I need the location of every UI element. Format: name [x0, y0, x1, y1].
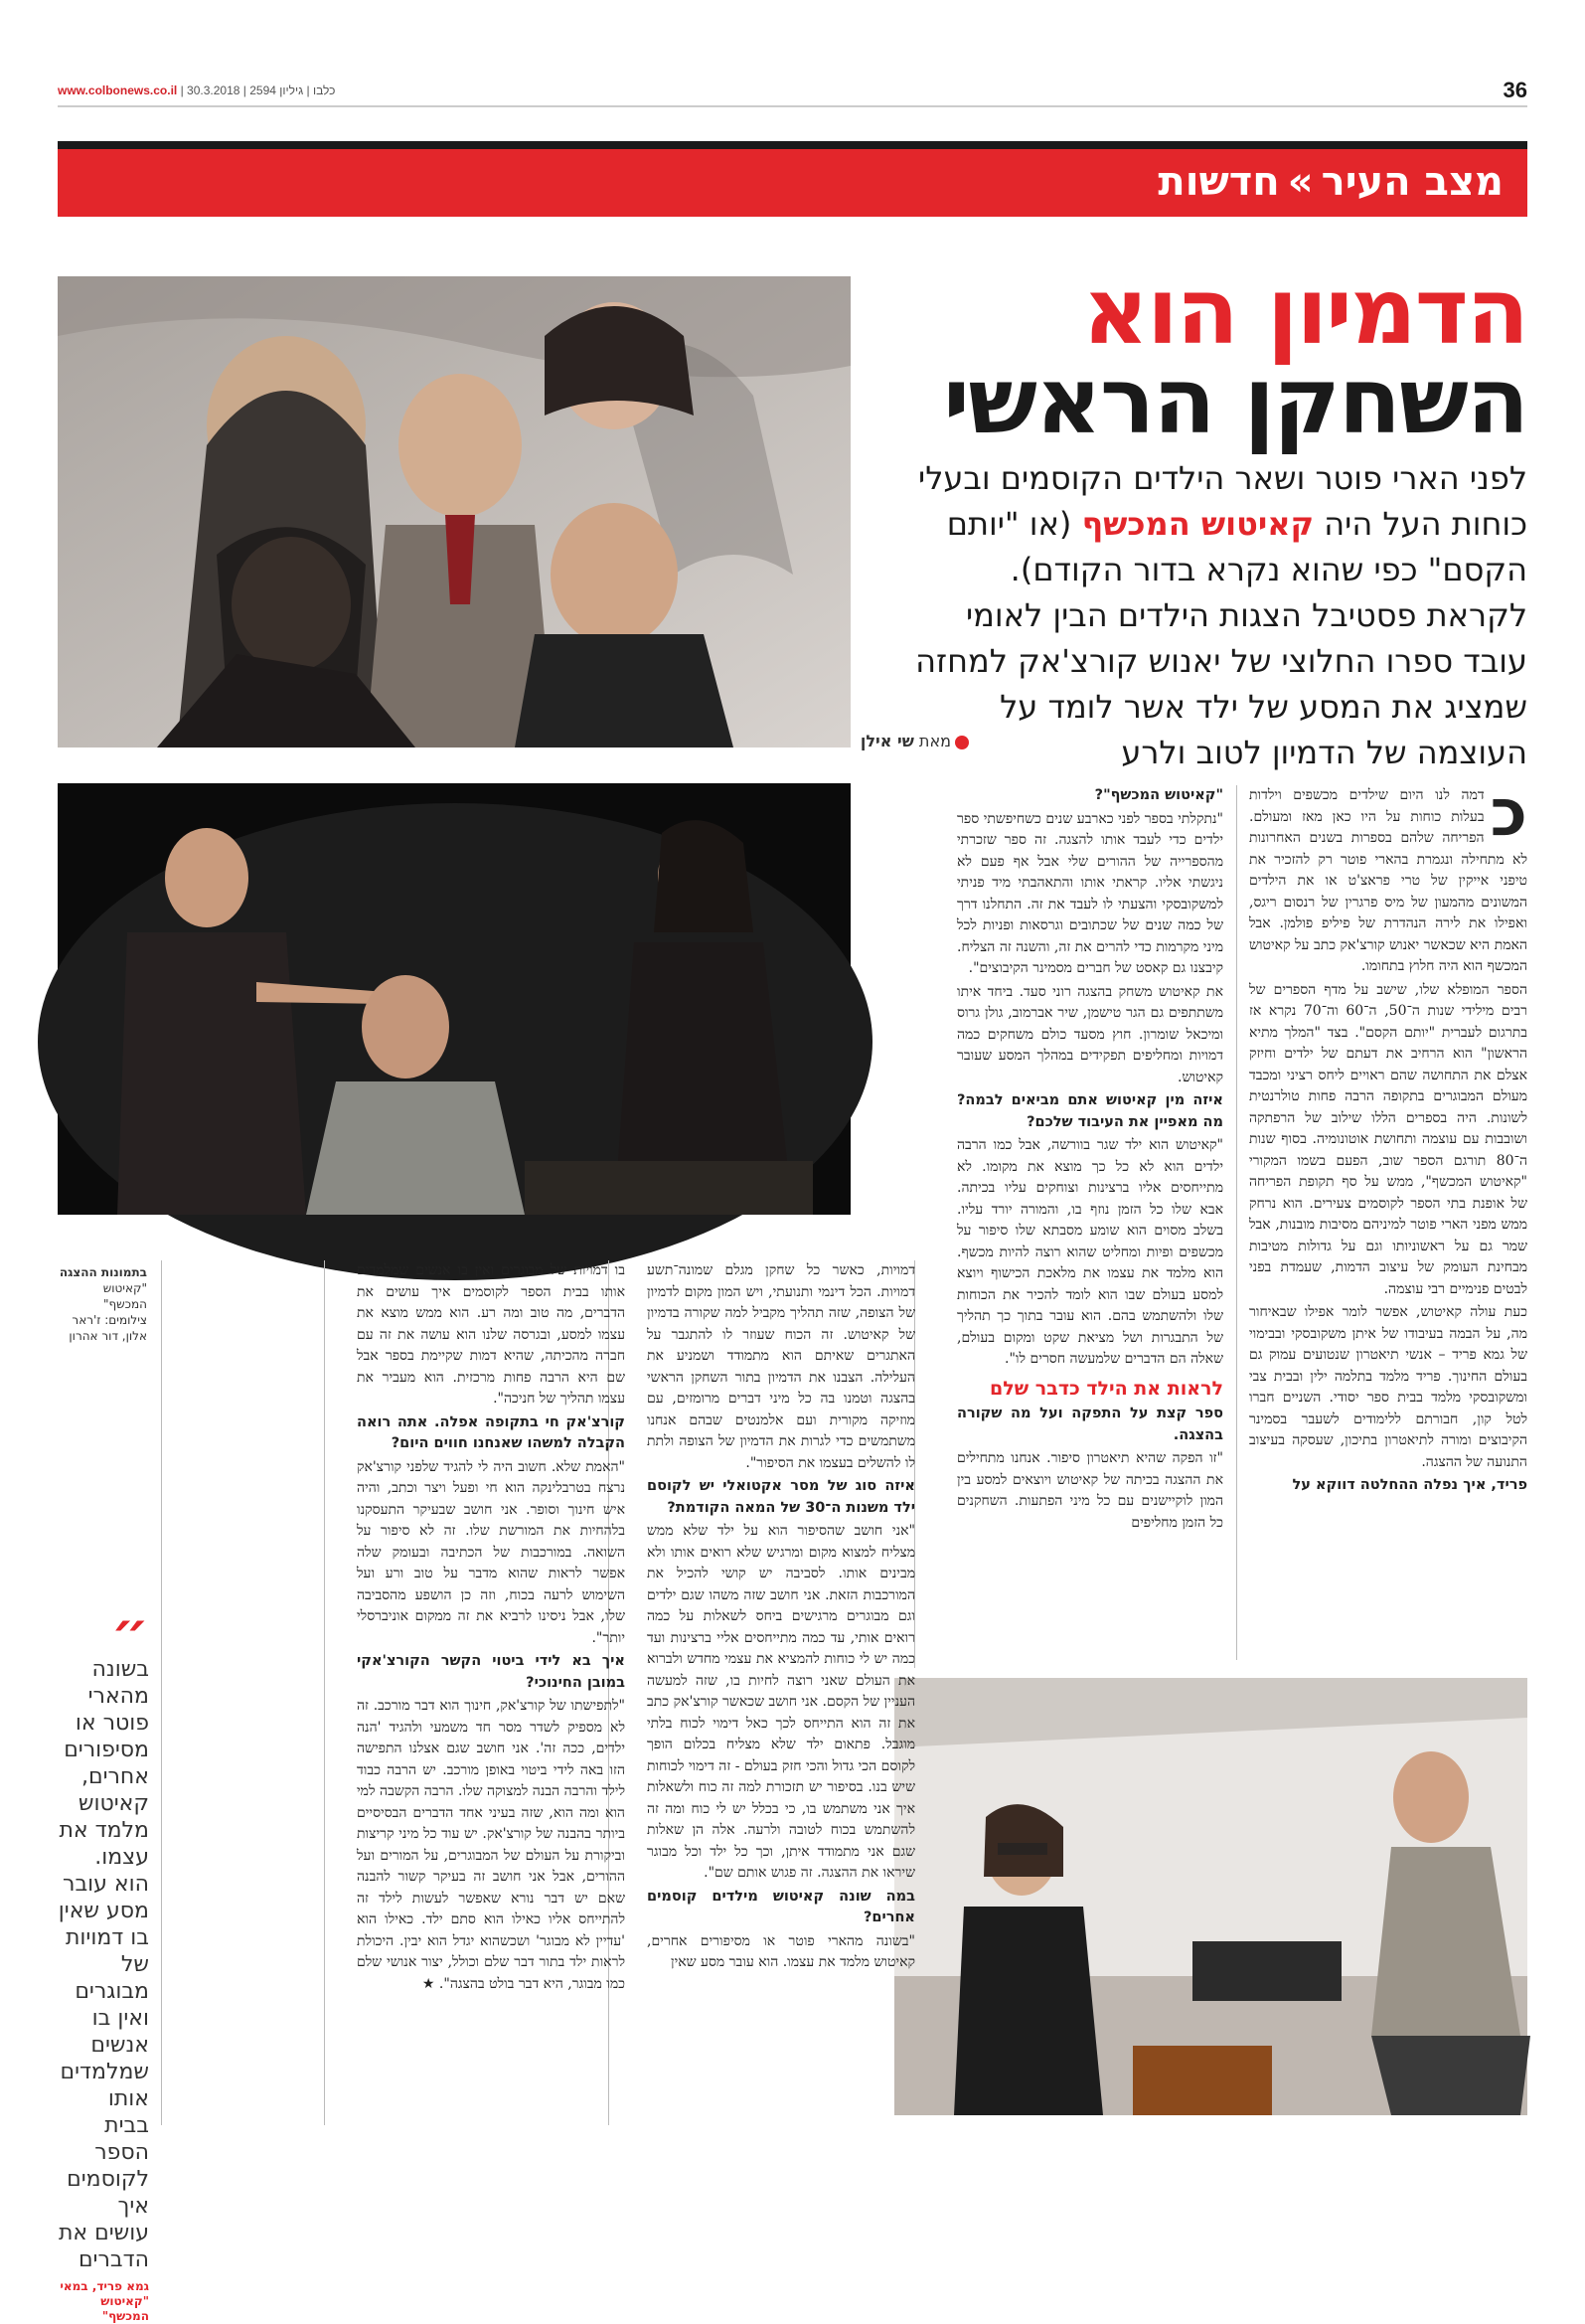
section-sub: מצב העיר	[1321, 159, 1504, 205]
paragraph: "קאיטוש הוא ילד שגר בוורשה, אבל כמו הרבה ילדים הוא לא כל כך מוצא את מקומו. לא מתייחסים אליו ברצינות וצוחקים עליו בכיתה. אבא שלו כל הזמן נוזף בו, והמורה יורד עליו. בשלב מסוים הוא שומע מסבתא שלו סיפור על מכשפים ופיות ומחליט שהוא רוצה להיות מכשף. הוא מלמד את עצמו את מלאכת הכישוף ויוצא למסע בעולם שבו הוא לומד להכיר את הכוחות שלו ולהשתמש בהם. הוא עובר בתוך כך תהליך של התבגרות ושל מציאת שקט ומקום בעולם, שאלה הם הדברים שלמעשה חסרים לו".	[957, 1137, 1223, 1367]
article-column-2	[957, 785, 1223, 1531]
caption-text: "קאיטוש המכשף" צילומים: ז'ראר אלון, דור אהרון	[69, 1281, 147, 1343]
lead-text-1: לפני הארי פוטר ושאר הילדים הקוסמים ובעלי כוחות העל היה	[918, 459, 1527, 543]
photo-caption	[58, 1264, 147, 1344]
pull-quote-source: גמא פריד, במאי "קאיטוש המכשף"	[60, 2279, 149, 2323]
subheading: לראות את הילד כדבר שלם	[990, 1377, 1223, 1400]
headline-black: השחקן הראשי	[943, 348, 1527, 454]
paragraph: כעת עולה קאיטוש, אפשר לומר אפילו שבאיחור מה, על הבמה בעיבודו של איתן משקובסקי ובבימוי של גמא פריד – אנשי תיאטרון שנטועים עמוק גם בעולם החינוך. פריד מלמד בתלמה ילין ובבית צבי ומשקובסקי מלמד בבית ספר יסודי. השניים חברו לטל קון, חבורתם ללימודים לשעבר בסמינר הקיבוצים ומורה לתיאטרון בתיכון, שעסקה בעיצוב התנועה של ההצגה.	[1249, 1304, 1527, 1470]
paragraph: "בשונה מהארי פוטר או מסיפורים אחרים, קאיטוש מלמד את עצמו. הוא עובר מסע שאין	[647, 1932, 915, 1970]
interview-question: במה שונה קאיטוש מילדים קוסמים אחרים?	[647, 1888, 915, 1925]
quote-mark-icon: ״	[110, 1600, 149, 1663]
article-column-3	[647, 1260, 915, 2125]
paragraph: "זו הפקה שהיא תיאטרון סיפור. אנחנו מתחילים את ההצגה בכיתה של קאיטוש ויוצאים למסע בין המון לוקיישנים עם כל מיני הפתעות. השחקנים כל הזמן מחליפים	[957, 1450, 1223, 1531]
paragraph: הספר המופלא שלו, שישב על מדף הספרים של רבים מילידי שנות ה־50, ה־60 וה־70 נקרא אז בתרגום לעברית "יותם הקסם". בצד "המלך מתיא הראשון" הוא הרחיב את דעתם של ילדים וחיזק אצלם את התחושה שהם ראויים ליחס רציני ומכבד מעולם המבוגרים בתקופה הרבה פחות טולרנטית לשונות. היה בספרים הללו שילוב של הרפתקה ושובבות עם עוצמה ותחושת אוטונומיה. בסוף שנות ה־80 תורגם הספר שוב, הפעם בשמו המקורי "קאיטוש המכשף", ממש על סף תקופת הפריחה של אופנת בתי הספר לקוסמים צעירים. הוא נרחק ממש מפני הארי פוטר למיניהם מסיבות מובנות, אבל שמר גם על ראשוניותו וגם על גדולות מטיבות מבחינת העומק של עיצוב הדמות, שעמדת בפני לבטים פנימיים רבי עוצמה.	[1249, 981, 1528, 1297]
paragraph: בו דמויות של מבוגרים ואין בו אנשים שמלמדים אותו בבית הספר לקוסמים איך עושים את הדברים, מה טוב ומה רע. הוא ממש מוצא את עצמו למסע, ובגרסה שלנו הוא עושה את זה עם חברה מהכיתה, שהיא דמות שקיימת בספר אבל שם היא הרבה פחות מרכזית. הוא מעביר את עצמו תהליך של חניכה".	[357, 1262, 625, 1407]
column-rule	[161, 1260, 162, 2125]
stage-photo-bottom	[894, 1678, 1527, 2115]
headline-red: הדמיון הוא	[1082, 258, 1527, 365]
stage-photo-middle	[58, 783, 851, 1215]
page-number: 36	[1503, 78, 1527, 102]
interview-question: איך בא לידי ביטוי הקשר הקורצ'אקי במובן החינוכי?	[357, 1653, 625, 1691]
interview-question: ספר קצת על התפקה ועל מה שקורה בהצגה.	[957, 1406, 1223, 1443]
pull-quote	[58, 1600, 149, 2324]
interview-question: פריד, איך נפלה ההחלטה דווקא על	[1292, 1477, 1527, 1493]
paragraph: "נתקלתי בספר לפני כארבע שנים כשחיפשתי ספר ילדים כדי לעבד אותו להצגה. זה ספר שזכרתי מהספרייה של ההורים שלי אבל אף פעם לא ניגשתי אליו. קראתי אותו והתאהבתי מיד פניתי למשקובסקי והצעתי לו לעבד את זה. התחלנו דרך של כמה שנים של שכתובים וגרסאות ופניות לכל מיני מקרמות כדי להרים את זה, והשנה זה הצליח. קיבצנו גם קאסט של חברים מסמינר הקיבוצים".	[957, 810, 1223, 976]
column-rule	[1236, 785, 1237, 1660]
issue-meta	[58, 83, 335, 97]
interview-question: איזה סוג של מסר אקטואלי יש לקוסם ילד משנות ה־30 של המאה הקודמת?	[647, 1478, 915, 1516]
paragraph: "לתפישתו של קורצ'אק, חינוך הוא דבר מורכב. זה לא מספיק לשדר מסר חד משמעי ולהגיד 'הנה ילדים, ככה זה'. אני חושב שגם אצלנו התפישה הזו באה לידי ביטוי באופן מורכב. יש הרבה כבוד לילד והרבה הבנה למצוקה שלו. הרבה הקשבה למי הוא ומה הוא, שזה בעיני אחד הדברים הבסיסיים ביותר בהבנה של קורצ'אק. יש עוד כל מיני קריצות וביקורת על העולם של המבוגרים, על המורים ועל ההורים, אבל אני חושב זה בעיקר קשור להבנה שאם יש דבר נורא שאפשר לעשות לילד זה להתייחס אליו כאילו הוא סתם ילד. כאילו הוא 'עדיין לא מבוגר' ושכשהוא יגדל הוא יבין. היכולת לראות ילד בתור דבר שלם וכולל, יצור אנושי שלם כמו מבוגר, היא דבר בולט בהצגה". ★	[357, 1698, 625, 1992]
lead-highlight: קאיטוש המכשף	[1081, 505, 1315, 543]
paragraph	[1249, 774, 1527, 978]
byline-author: שי אילן	[860, 732, 914, 750]
paragraph: את קאיטוש משחק בהצגה רוני סעד. ביחד איתו משתתפים גם הגר טישמן, שיר אברמוב, גולן גרוס ומיכאל שומרון. חוץ מסעד כולם משחקים כמה דמויות ומחליפים תפקידים במהלך המסע שעובר קאיטוש.	[957, 983, 1223, 1085]
paragraph: דמויות, כאשר כל שחקן מגלם שמונה־תשע דמויות. הכל דינמי ותנועתי, ויש המון מקום לדמיון של הצופה, שזה תהליך מקביל למה שקורה בדמיון של קאיטוש. זה הכוח שעוזר לו להתגבר על האתגרים שאיתם הוא מתמודד ושמניע את העלילה. הצבנו את הדמיון בתור השחקן הראשי בהצגה וטמנו בה כל מיני דברים מרומזים, עם מוזיקה מקורית ועם אלמנטים שבהם אנחנו משתמשים כדי לגרות את הדמיון של הצופה ולתת לו להשלים בעצמו את הסיפור".	[647, 1262, 915, 1471]
lead-text-2: (או "יותם הקסם" כפי שהוא נקרא בדור הקודם). לקראת פסטיבל הצגות הילדים הבין לאומי עובד ספרו החלוצי של יאנוש קורצ'אק למחזה שמציג את המסע של ילד אשר לומד על העוצמה של הדמיון לטוב ולרע	[915, 505, 1527, 771]
byline-prefix: מאת	[918, 732, 951, 750]
interview-question: "קאיטוש המכשף"?	[1094, 787, 1223, 803]
paragraph: "אני חושב שהסיפור הוא על ילד שלא ממש מצליח למצוא מקום ומרגיש שלא רואים אותו ולא מבינים אותו. לסביבה יש קושי להכיל את המורכבות הזאת. אני חושב שזה משהו שגם ילדים וגם מבוגרים מרגישים ביחס לשאלות על כמה רואים אותי, עד כמה מתייחסים אליי ברצינות ועד כמה יש לי כוחות להמציא את עצמי מחדש ולברוא את העולם שאני רוצה לחיות בו, שזה למעשה העניין של הקסם. אני חושב שכאשר קורצ'אק כתב את זה הוא התייחס לכך כאל דימוי לכוח בלתי מוגבל. פתאום ילד שלא מצליח בכלום הופך לקוסם הכי גדול והכי חזק בעולם - זה דימוי לכוחות שיש בנו. בסיפור יש תזכורת למה זה כוח ולשאלות איך אני משתמש בו, כי בכלל יש לי כוח ומה זה להשתמש בכוח לטובה ולרעה. אלה הן שאלות שגם אני מתמודד איתן, וכך כל ילד וכל מבוגר שיראו את ההצגה. זה פגוש אותם שם".	[647, 1523, 915, 1881]
section-main: חדשות	[1158, 159, 1280, 205]
section-title	[1158, 159, 1504, 205]
site-link[interactable]: www.colbonews.co.il	[58, 83, 178, 97]
header-divider	[58, 105, 1527, 107]
article-column-4	[357, 1260, 625, 2125]
pull-quote-text: בשונה מהארי פוטר או מסיפורים אחרים, קאיטוש מלמד את עצמו. הוא עובר מסע שאין בו דמויות של מבוגרים ואין בו אנשים שמלמדים אותו בבית הספר לקוסמים איך עושים את הדברים	[58, 1657, 149, 2272]
issue-info: | כלבו | גיליון 2594 | 30.3.2018	[177, 83, 336, 97]
paragraph: "האמת שלא. חשוב היה לי להגיד שלפני קורצ'אק נרצח בטרבלינקה הוא חי ופעל ויצר וכתב, והיה איש חינוך וסופר. אני חושב שבעיקר התעסקנו בלהחיות את המורשת שלו. זה לא סיפור על השואה. במורכבות של הכתיבה ובעומק שלה אפשר לראות שהוא מדבר על טוב ורע ועל השימוש לרעה בכוח, וזה כן הושפע מהסביבה שלו, אבל ניסינו לרביא את זה ממקום אוניברסלי יותר".	[357, 1458, 625, 1646]
banner-top-strip	[58, 141, 1527, 149]
interview-question: איזה מין קאיטוש אתם מביאים לבמה? מה מאפיין את העיבוד שלכם?	[957, 1092, 1223, 1130]
interview-question: קורצ'אק חי בתקופה אפלה. אתה רואה הקבלה למשהו שאנחנו חווים היום?	[357, 1413, 625, 1451]
section-chevron-icon: »	[1287, 159, 1314, 205]
caption-title: בתמונות ההצגה	[59, 1265, 147, 1279]
article-column-1	[1249, 774, 1528, 1660]
article-lead	[911, 455, 1527, 775]
section-banner	[58, 141, 1527, 217]
drop-cap: כ	[1490, 774, 1527, 851]
page-header	[58, 76, 1527, 105]
byline	[861, 732, 969, 750]
paragraph-text: דמה לנו היום שילדים מכשפים וילדות בעלות כוחות על היו כאן מאז ומעולם. הפריחה שלהם בספרות בשנים האחרונות לא מתחילה ונגמרת בהארי פוטר רק להזכיר את טיפני אייקין של טרי פראצ'ט או את הילדים המשונים מהמעון של מיס פרגרין של רנסום ריגס, ואפילו את לירה הנהדרת של פיליפ פולמן. אבל האמת היא שכאשר יאנוש קורצ'אק כתב על קאיטוש המכשף הוא היה חלוץ בתחומו.	[1249, 787, 1527, 974]
cast-photo-top	[58, 276, 851, 747]
byline-arrow-icon	[955, 736, 969, 749]
column-rule	[324, 1260, 325, 2125]
